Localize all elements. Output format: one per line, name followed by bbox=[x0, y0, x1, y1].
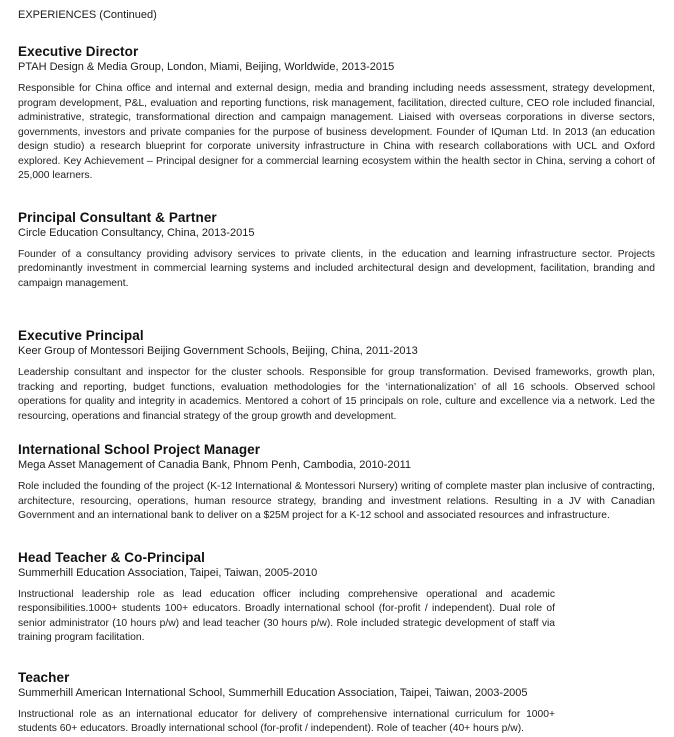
job-title: Teacher bbox=[18, 669, 70, 685]
job-title: Executive Director bbox=[18, 44, 139, 59]
organization-line: PTAH Design & Media Group, London, Miami, Beijing, Worldwide, 2013-2015 bbox=[18, 61, 395, 73]
job-description: Instructional leadership role as lead education officer including comprehensive operational and academic responsibilities.1000+ students 100+ educators. Broadly international school (for-profit / independent). Dual role of senior administrator (10 hours p/w) and lead teacher (30 hours p/w). Role included strategic development of staff via training program facilitation. bbox=[18, 588, 555, 643]
experience-section-principal-consultant bbox=[18, 210, 655, 292]
job-title: Head Teacher & Co-Principal bbox=[18, 549, 205, 565]
experience-section-head-teacher bbox=[18, 550, 655, 646]
job-description: Leadership consultant and inspector for the cluster schools. Responsible for group transformation. Devised frameworks, growth plan, tracking and reporting, budget functions, evaluation methodologies for the ‘internationalization’ of all 16 schools. Observed school operations for quality and integrity in academics. Mentored a cohort of 15 principals on role, culture and excellence via a network. Led the resourcing, operations and financial strategy of the group growth and development. bbox=[18, 367, 655, 422]
job-title: International School Project Manager bbox=[18, 442, 261, 457]
job-description: Responsible for China office and internal and external design, media and branding including needs assessment, strategy development, program development, P&L, evaluation and reporting functions, risk management, facilitation, directed culture, CEO role included financial, administrative, strategic, transformational direction and campaign management. Liaised with overseas corporations in diverse sectors, governments, investors and private companies for the purpose of business development. Founder of IQuman Ltd. In 2013 (an education design studio) a research blueprint for corporate university infrastructure in China with research collaborations with UCL and Oxford explored. Key Achievement – Principal designer for a commercial learning ecosystem within the health sector in China, serving a cohort of 25,000 learners. bbox=[18, 83, 655, 181]
job-description: Role included the founding of the project (K-12 International & Montessori Nursery) writing of complete master plan inclusive of contracting, architecture, resourcing, operations, human resource strategy, branding and investment relations. Resulting in a JV with Canadian Government and an international bank to deliver on a $25M project for a K-12 school and associated resources and infrastructure. bbox=[18, 481, 655, 521]
experience-section-executive-director bbox=[18, 44, 655, 184]
job-title: Principal Consultant & Partner bbox=[18, 209, 217, 225]
organization-line: Summerhill Education Association, Taipei, Taiwan, 2005-2010 bbox=[18, 566, 318, 579]
experiences-continued-header: EXPERIENCES (Continued) bbox=[18, 9, 157, 21]
organization-line: Mega Asset Management of Canadia Bank, Phnom Penh, Cambodia, 2010-2011 bbox=[18, 459, 411, 471]
experience-section-teacher bbox=[18, 670, 655, 737]
experience-section-executive-principal bbox=[18, 328, 655, 424]
job-title: Executive Principal bbox=[18, 328, 144, 343]
job-description: Instructional role as an international educator for delivery of comprehensive international curriculum for 1000+ students 60+ educators. Broadly international school (for-profit / independent). Role of teacher (40+ hours p/w). bbox=[18, 708, 555, 734]
experience-section-project-manager bbox=[18, 442, 655, 524]
job-description: Founder of a consultancy providing advisory services to private clients, in the education and learning infrastructure sector. Projects predominantly investment in commercial learning systems and included architectural design and development, facilitation, branding and campaign management. bbox=[18, 248, 655, 289]
organization-line: Keer Group of Montessori Beijing Government Schools, Beijing, China, 2011-2013 bbox=[18, 345, 418, 357]
organization-line: Circle Education Consultancy, China, 2013-2015 bbox=[18, 226, 255, 239]
organization-line: Summerhill American International School, Summerhill Education Association, Taipei, Taiwan, 2003-2005 bbox=[18, 686, 528, 699]
